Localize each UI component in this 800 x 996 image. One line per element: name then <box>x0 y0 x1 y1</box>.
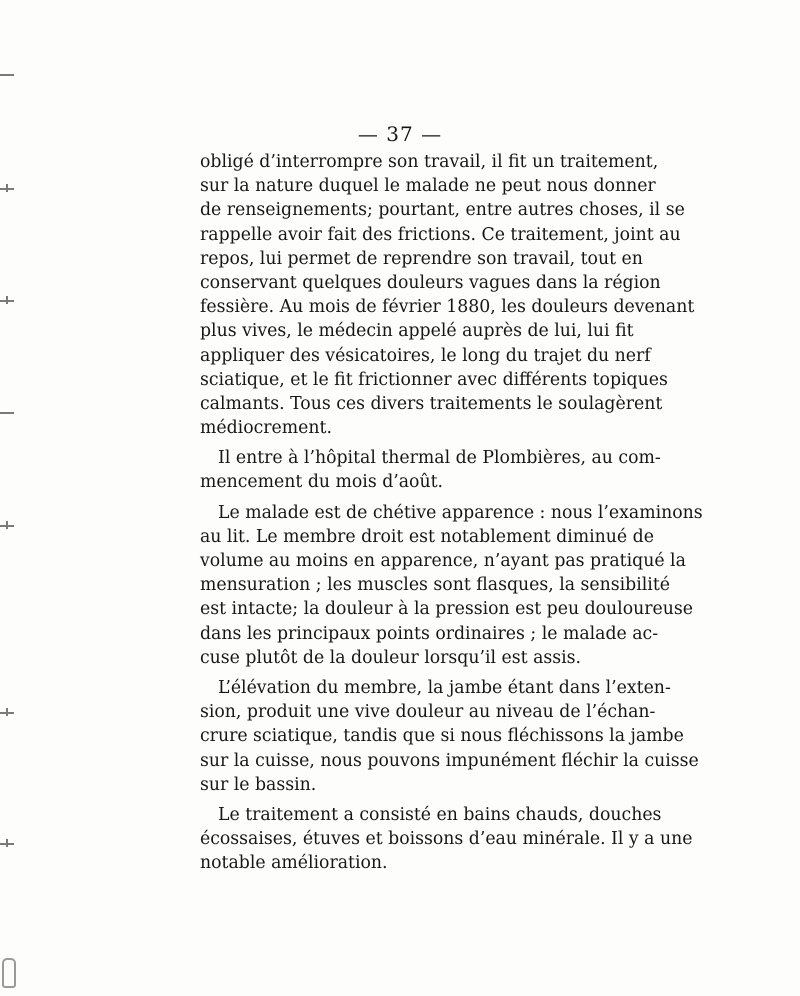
text-line: dans les principaux points ordinaires ; le malade ac- <box>200 623 659 644</box>
text-line: plus vives, le médecin appelé auprès de lui, lui fit <box>200 321 634 342</box>
text-line: appliquer des vésicatoires, le long du trajet du nerf <box>200 345 651 366</box>
text-line: crure sciatique, tandis que si nous fléchissons la jambe <box>200 726 684 747</box>
text-line: sciatique, et le fit frictionner avec différents topiques <box>200 369 668 390</box>
text-line: sur la nature duquel le malade ne peut nous donner <box>200 176 656 197</box>
text-line: mencement du mois d’août. <box>200 472 444 493</box>
text-line: notable amélioration. <box>200 853 388 874</box>
text-line: sur le bassin. <box>200 774 317 795</box>
text-line: Le malade est de chétive apparence : nous l’examinons <box>218 502 703 523</box>
text-line: écossaises, étuves et boissons d’eau minérale. Il y a une <box>200 829 693 850</box>
text-line: est intacte; la douleur à la pression est peu douloureuse <box>200 599 693 620</box>
text-line: L’élévation du membre, la jambe étant dans l’exten- <box>218 677 671 698</box>
text-line: Le traitement a consisté en bains chauds, douches <box>218 804 662 825</box>
text-line: obligé d’interrompre son travail, il fit un traitement, <box>200 152 659 172</box>
margin-mark <box>0 412 14 414</box>
text-line: fessière. Au mois de février 1880, les douleurs devenant <box>200 297 695 318</box>
paragraph <box>200 150 695 440</box>
text-line: conservant quelques douleurs vagues dans la région <box>200 272 661 293</box>
text-line: sion, produit une vive douleur au niveau de l’échan- <box>200 702 656 723</box>
margin-mark <box>6 521 8 529</box>
paragraph <box>200 446 661 494</box>
text-line: de renseignements; pourtant, entre autres choses, il se <box>200 200 685 221</box>
margin-mark <box>6 708 8 716</box>
margin-mark <box>6 296 8 304</box>
text-line: volume au moins en apparence, n’ayant pas pratiqué la <box>200 551 686 571</box>
paragraph <box>200 501 703 670</box>
page-corner-mark <box>2 958 16 988</box>
margin-mark <box>0 74 14 76</box>
paragraph <box>200 676 699 797</box>
text-line: calmants. Tous ces divers traitements le soulagèrent <box>200 393 663 414</box>
text-line: Il entre à l’hôpital thermal de Plombières, au com- <box>218 448 661 469</box>
text-line: mensuration ; les muscles sont flasques, la sensibilité <box>200 575 670 596</box>
margin-mark <box>6 839 8 847</box>
text-line: médiocrement. <box>200 418 332 439</box>
text-line: sur la cuisse, nous pouvons impunément fléchir la cuisse <box>200 750 699 771</box>
text-line: cuse plutôt de la douleur lorsqu’il est assis. <box>200 647 581 668</box>
paragraph <box>200 803 693 876</box>
text-line: au lit. Le membre droit est notablement diminué de <box>200 526 654 547</box>
text-line: rappelle avoir fait des frictions. Ce traitement, joint au <box>200 224 681 245</box>
margin-mark <box>6 184 8 192</box>
body-text <box>200 150 703 875</box>
page-number: — 37 — <box>357 122 443 146</box>
text-line: repos, lui permet de reprendre son travail, tout en <box>200 248 643 269</box>
